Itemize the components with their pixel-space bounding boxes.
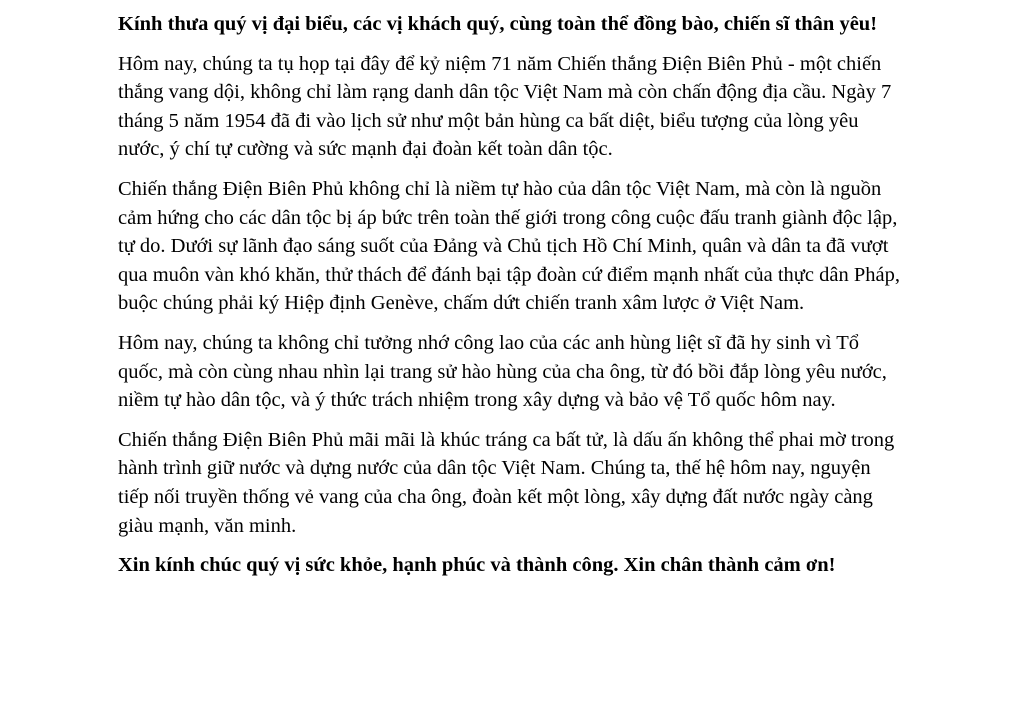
closing-line: Xin kính chúc quý vị sức khỏe, hạnh phúc và thành công. Xin chân thành cảm ơn!	[118, 554, 836, 577]
paragraph-significance: Chiến thắng Điện Biên Phủ không chỉ là niềm tự hào của dân tộc Việt Nam, mà còn là nguồn cảm hứng cho các dân tộc bị áp bức trên toàn thế giới trong công cuộc đấu tranh giành độc lập, tự do. Dưới sự lãnh đạo sáng suốt của Đảng và Chủ tịch Hồ Chí Minh, quân và dân ta đã vượt qua muôn vàn khó khăn, thử thách để đánh bại tập đoàn cứ điểm mạnh nhất của thực dân Pháp, buộc chúng phải ký Hiệp định Genève, chấm dứt chiến tranh xâm lược ở Việt Nam.	[118, 177, 900, 315]
greeting-heading: Kính thưa quý vị đại biểu, các vị khách quý, cùng toàn thể đồng bào, chiến sĩ thân yêu!	[118, 13, 878, 35]
paragraph-remembrance: Hôm nay, chúng ta không chỉ tưởng nhớ công lao của các anh hùng liệt sĩ đã hy sinh vì Tổ quốc, mà còn cùng nhau nhìn lại trang sử hào hùng của cha ông, từ đó bồi đắp lòng yêu nước, niềm tự hào dân tộc, và ý thức trách nhiệm trong xây dựng và bảo vệ Tổ quốc hôm nay.	[118, 331, 887, 412]
paragraph-legacy: Chiến thắng Điện Biên Phủ mãi mãi là khúc tráng ca bất tử, là dấu ấn không thể phai mờ trong hành trình giữ nước và dựng nước của dân tộc Việt Nam. Chúng ta, thế hệ hôm nay, nguyện tiếp nối truyền thống vẻ vang của cha ông, đoàn kết một lòng, xây dựng đất nước ngày càng giàu mạnh, văn minh.	[118, 428, 895, 537]
paragraph-anniversary: Hôm nay, chúng ta tụ họp tại đây để kỷ niệm 71 năm Chiến thắng Điện Biên Phủ - một chiến thắng vang dội, không chỉ làm rạng danh dân tộc Việt Nam mà còn chấn động địa cầu. Ngày 7 tháng 5 năm 1954 đã đi vào lịch sử như một bản hùng ca bất diệt, biểu tượng của lòng yêu nước, ý chí tự cường và sức mạnh đại đoàn kết toàn dân tộc.	[118, 52, 892, 161]
